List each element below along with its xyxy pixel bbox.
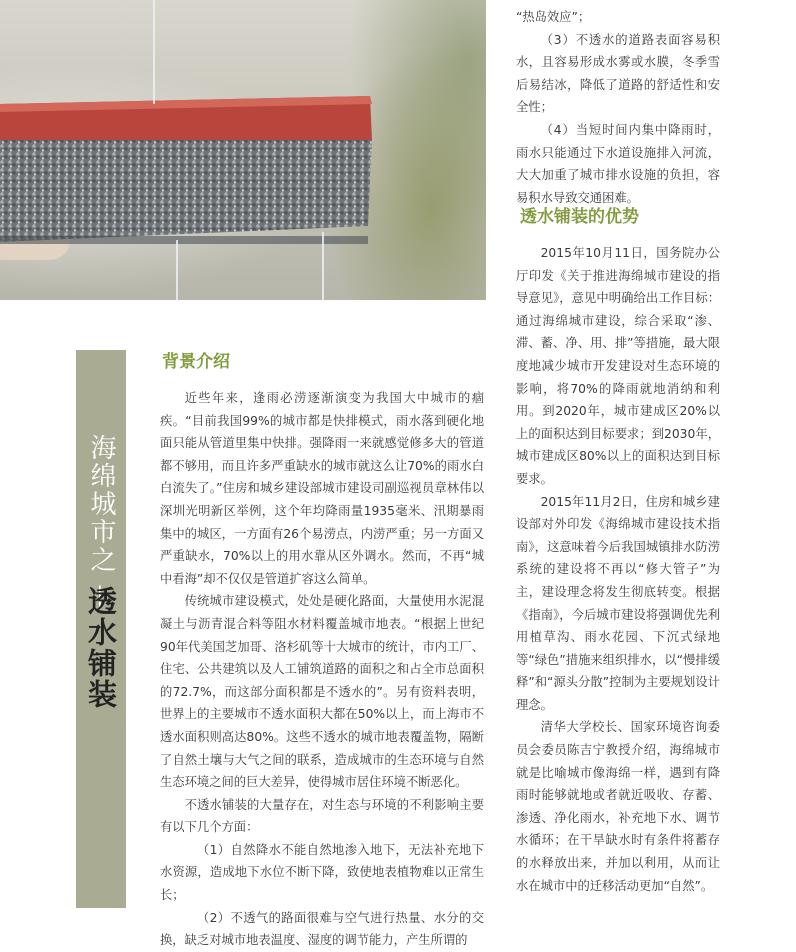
permeable-brick-illustration: [0, 0, 486, 300]
list-item: （2）不透气的路面很难与空气进行热量、水分的交换，缺乏对城市地表温度、湿度的调节能力，产生所谓的: [160, 910, 484, 948]
paragraph: 清华大学校长、国家环境咨询委员会委员陈吉宁教授介绍，海绵城市就是比喻城市像海绵一样，遇到有降雨时能够就地或者就近吸收、存蓄、渗透、净化雨水，补充地下水、调节水循环；在干旱缺水时有条件将蓄存的水释放出来，并加以利用，从而让水在城市中的迁移活动更加“自然”。: [516, 720, 720, 893]
list-item: （3）不透水的道路表面容易积水，且容易形成水雾或水膜，冬季雪后易结冰，降低了道路的舒适性和安全性；: [516, 32, 720, 115]
section-heading-advantages: 透水铺装的优势: [520, 207, 639, 227]
paragraph: 传统城市建设模式，处处是硬化路面，大量使用水泥混凝土与沥青混合料等阻水材料覆盖城市地表。“根据上世纪90年代美国芝加哥、洛杉矶等十大城市的统计，市内工厂、住宅、公共建筑以及人工铺筑道路的面积之和占全市总面积的72.7%，而这部分面积都是不透水的”。另有资料表明，世界上的主要城市不透水面积大都在50%以上，而上海市不透水面积则高达80%。这些不透水的城市地表覆盖物，隔断了自然土壤与大气之间的联系，造成城市的生态环境与自然生态环境之间的巨大差异，使得城市居住环境不断恶化。: [160, 594, 484, 790]
paragraph: “热岛效应”；: [516, 10, 591, 24]
list-item: （1）自然降水不能自然地渗入地下，无法补充地下水资源，造成地下水位不断下降，致使地表植物难以正常生长；: [160, 842, 484, 903]
list-item: （4）当短时间内集中降雨时，雨水只能通过下水道设施排入河流，大大加重了城市排水设施的负担，容易积水导致交通困难。: [516, 122, 720, 205]
water-stream: [176, 240, 178, 300]
paragraph: 2015年11月2日，住房和城乡建设部对外印发《海绵城市建设技术指南》，这意味着今后我国城镇排水防涝系统的建设将不再以“修大管子”为主，建设理念将发生彻底转变。根据《指南》，今后城市建设将强调优先利用植草沟、雨水花园、下沉式绿地等“绿色”措施来组织排水，以“慢排缓释”和“源头分散”控制为主要规划设计理念。: [516, 494, 720, 712]
right-column-top-text: [516, 6, 720, 209]
series-title: 海绵城市之 —: [86, 434, 116, 613]
paragraph: 近些年来，逢雨必涝逐渐演变为我国大中城市的痼疾。“目前我国99%的城市都是快排模式，雨水落到硬化地面只能从管道里集中快排。强降雨一来就感觉修多大的管道都不够用，而且许多严重缺水的城市就这么让70%的雨水白白流失了。”住房和城乡建设部城市建设司副巡视员章林伟以深圳光明新区举例，这个年均降雨量1935毫米、汛期暴雨集中的城区，一方面有26个易涝点，内涝严重；另一方面又严重缺水，70%以上的用水靠从区外调水。然而，不再“城中看海”却不仅仅是管道扩容这么简单。: [160, 391, 484, 586]
water-stream: [322, 232, 324, 300]
right-column-text: [516, 242, 720, 897]
paragraph: 不透水铺装的大量存在，对生态与环境的不利影响主要有以下几个方面：: [160, 797, 484, 835]
left-column-text: [160, 387, 484, 952]
water-stream: [153, 0, 155, 104]
paragraph: 2015年10月11日，国务院办公厅印发《关于推进海绵城市建设的指导意见》，意见中明确给出工作目标：通过海绵城市建设，综合采取“渗、滞、蓄、净、用、排”等措施，最大限度地减少城市开发建设对生态环境的影响，将70%的降雨就地消纳和利用。到2020年，城市建成区20%以上的面积达到目标要求；到2030年，城市建成区80%以上的面积达到目标要求。: [516, 246, 720, 486]
sidebar-title-band: [76, 350, 126, 908]
article-title: 透水铺装: [84, 586, 118, 710]
section-heading-background: 背景介绍: [162, 352, 230, 372]
hero-photo: [0, 0, 486, 300]
